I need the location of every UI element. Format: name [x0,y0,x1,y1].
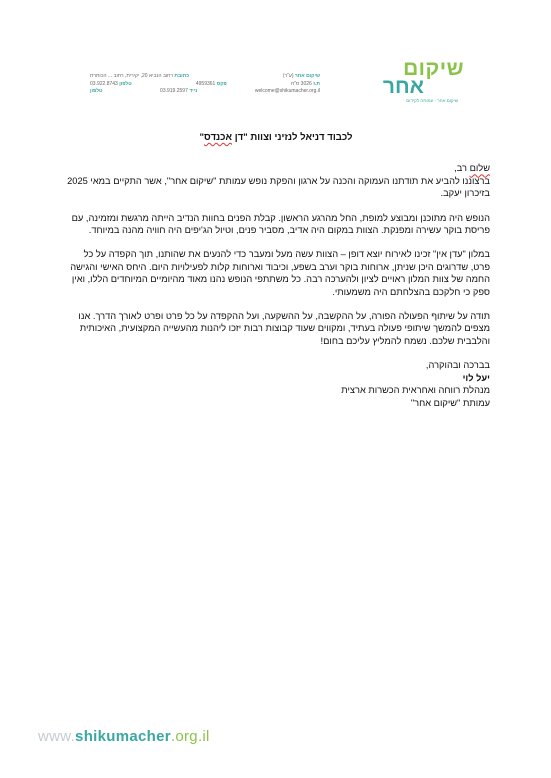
mobile-value: 03.919.2597 [160,88,188,95]
website-footer[interactable] [38,728,210,745]
paragraph: ברצוננו להביע את תודתנו העמוקה והכנה על ארגון והפקת נופש עמותת "שיקום אחר", אשר התקיים במאי 2025 בזיכרון יעקב. [67,175,490,199]
org-name: שיקום אחר [294,73,320,79]
contact-row [90,81,320,89]
org-suffix: (ע"ר) [282,73,294,79]
contact-row [90,88,320,96]
contact-row [90,73,320,81]
letter-body [62,132,490,409]
shikum-acher-logo [344,58,464,106]
address-label: כתובת [174,73,190,79]
paragraph: במלון "עדן אין" זכינו לאירוח יוצא דופן – הצוות עשה מעל ומעבר כדי להנעים את שהותנו, תוך הקפדה על כל פרט, שדרוגים היכן שניתן, ארוחות בוקר וערב בשפע, וכיבוד וארוחות קלות לפעילויות היום. היחס האישי והגישה החמה של צוות המלון ראויים לציון ולהערכה רבה. כל משתתפי הנופש נהנו מאוד מהיומיים המיוחדים הללו, ואין ספק כי חלקכם בהצלחתם היה משמעותי. [70,249,490,297]
paragraph: תודה על שיתוף הפעולה הפורה, על ההקשבה, על ההשקעה, ועל ההקפדה על כל פרט ופרט לאורך הדרך. אנו מצפים להמשך שיתופי פעולה בעתיד, ומקווים שעוד קבוצות רבות יזכו ליהנות מהעשייה המקצועית, האיכותית והלבבית שלכם. נשמח להמליץ עליכם בחום! [78,311,490,346]
signature-block [62,359,490,409]
letterhead-contact-block [90,73,320,96]
id-value: 3026 ס"ח [290,80,312,87]
logo-word-1: שיקום [403,57,464,80]
mobile-label: נייד [189,88,198,95]
address-value: רחוב הנביא 20, יקירית, רחוב ... הכותרת [90,73,173,79]
logo-word-2: אחר [382,75,424,98]
email-address[interactable]: welcome@shikumacher.org.il [254,88,320,95]
letter-title: לכבוד דניאל לנזיני וצוות "דן אכנדס" [199,132,353,143]
spellcheck-flagged-word: אכנדס [204,132,233,143]
paragraph: הנופש היה מתוכנן ומבוצע למופת, החל מהרגע הראשון. קבלת הפנים בחוות הנדיב הייתה מרגשת ומזמינה, עם פריסת בוקר עשירה ומפנקת. הצוות במקום היה אדיב, מסביר פנים, וטיול הג'יפים היה חוויה מהנה במיוחד. [71,212,490,236]
footer-www: www. [38,728,76,745]
id-label: ת.ז [313,80,320,87]
logo-tagline: שיקום אחר · עמותה לקידום [406,98,458,103]
signer-org: עמותת "שיקום אחר" [410,397,490,408]
fax-label: פקס [216,80,227,87]
spellcheck-flagged-word: שלום [469,163,490,174]
closing: בברכה ובהוקרה, [425,360,490,371]
phone-label: טלפון [119,80,132,87]
fax-value: 4959361 [195,80,216,87]
footer-tld: .org.il [170,728,210,745]
signer-name: יעל לוי [462,372,490,383]
phone-value: 03.922.8743 [90,80,118,87]
footer-brand: shikumacher [75,728,171,745]
phone2-label: טלפון [90,88,103,95]
signer-title: מנהלת רווחה ואחראית הכשרות ארצית [341,385,490,396]
letterhead [0,52,551,107]
greeting: שלום רב, [454,163,490,174]
